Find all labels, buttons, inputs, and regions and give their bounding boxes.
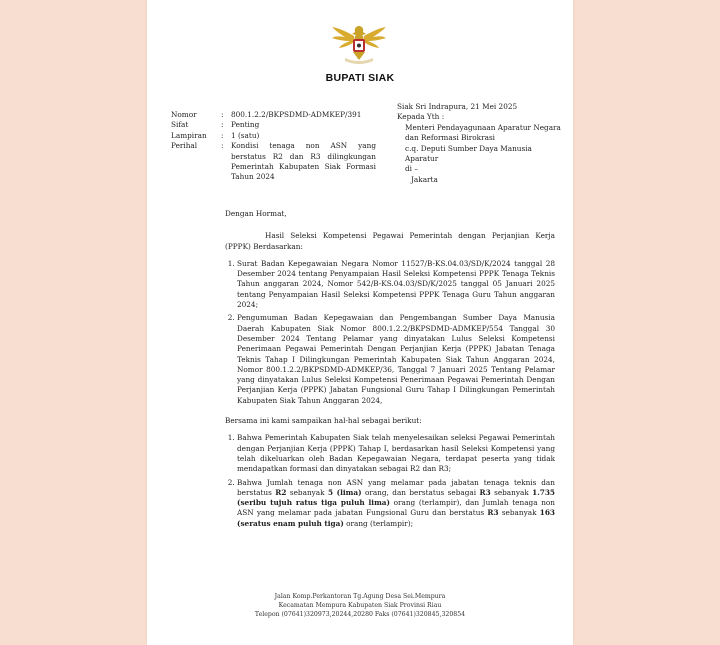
item-text: Bahwa Jumlah tenaga non ASN yang melamar pada jabatan tenaga teknis dan berstatus [237,477,555,497]
item-bold: 1.735 (seribu tujuh ratus tiga puluh lima) [237,487,556,508]
meta-label: Nomor [171,110,197,119]
list-item [237,478,555,529]
item-text: sebanyak [286,487,328,497]
letterhead-title: BUPATI SIAK [325,72,395,84]
meta-label: Lampiran [171,130,207,140]
item-bold: 163 (seratus enam puluh tiga) [237,508,555,528]
basis-list [225,259,555,406]
meta-row-perihal: Perihal : Kondisi tenaga non ASN yang berstatus R2 dan R3 dilingkungan Pemerintah Kabupaten Siak Formasi Tahun 2024 [171,141,376,182]
item-bold: R3 [487,508,499,518]
meta-value: 800.1.2.2/BKPSDMD-ADMKEP/391 [231,110,362,119]
item-text: orang, dan berstatus sebagai [361,487,480,497]
item-bold: R2 [275,487,287,497]
recipient-line1: Menteri Pendayagunaan Aparatur Negara dan Reformasi Birokrasi [405,122,561,143]
meta-row-lampiran: Lampiran : 1 (satu) [171,131,376,141]
kepada-label: Kepada Yth : [397,112,445,122]
together-line: Bersama ini kami sampaikan hal-hal sebagai berikut: [225,416,422,426]
item-bold: R3 [479,487,491,497]
points-list [225,433,555,529]
recipient-line2: c.q. Deputi Sumber Daya Manusia Aparatur [405,143,532,164]
garuda-emblem-icon [330,20,388,66]
intro-paragraph: Hasil Seleksi Kompetensi Pegawai Pemerintah dengan Perjanjian Kerja (PPPK) Berdasarkan: [225,231,555,251]
recipient-block [397,102,567,185]
list-item: 1. Surat Badan Kepegawaian Negara Nomor 11527/B-KS.04.03/SD/K/2024 tanggal 28 Desember 2024 tentang Penyampaian Hasil Seleksi Kompetensi PPPK Tenaga Teknis Tahun anggaran 2024, Nomor 542/B-KS.04.03/SD/K/2025 tanggal 05 Januari 2025 tentang Penyampaian Hasil Seleksi Kompetensi PPPK Tenaga Guru Tahun anggaran 2024; [237,259,555,310]
meta-value: Penting [231,120,260,130]
letter-page [147,0,573,645]
greeting: Dengan Hormat, [225,209,287,218]
list-item: 1. Bahwa Pemerintah Kabupaten Siak telah menyelesaikan seleksi Pegawai Pemerintah dengan Perjanjian Kerja (PPPK) Tahap I, berdasarkan hasil Seleksi Kompetensi yang telah dikeluarkan oleh Badan Kepegawaian Negara, terdapat peserta yang tidak mendapatkan formasi dan dinyatakan sebagai R2 dan R3; [237,433,555,474]
list-item: 2. Pengumuman Badan Kepegawaian dan Pengembangan Sumber Daya Manusia Daerah Kabupaten Siak Nomor 800.1.2.2/BKPSDMD-ADMKEP/554 Tanggal 30 Desember 2024 Tentang Pelamar yang dinyatakan Lulus Seleksi Kompetensi Penerimaan Pegawai Pemerintah Dengan Perjanjian Kerja (PPPK) Jabatan Tenaga Teknis Tahap I Dilingkungan Pemerintah Kabupaten Siak Tahun Anggaran 2024, Nomor 800.1.2.2/BKPSDMD-ADMKEP/36, Tanggal 7 Januari 2025 Tentang Pelamar yang dinyatakan Lulus Seleksi Kompetensi Penerimaan Pegawai Pemerintah Dengan Perjanjian Kerja (PPPK) Jabatan Fungsional Guru Tahap I Dilingkungan Pemerintah Kabupaten Siak Tahun Anggaran 2024, [237,313,555,406]
item-text: sebanyak [498,508,540,518]
recipient-city: Jakarta [411,174,438,184]
meta-row-nomor: Nomor : 800.1.2.2/BKPSDMD-ADMKEP/391 [171,110,376,120]
meta-value: Kondisi tenaga non ASN yang berstatus R2 dan R3 dilingkungan Pemerintah Kabupaten Siak Formasi Tahun 2024 [231,141,376,182]
footer-address: Jalan Komp.Perkantoran Tg.Agung Desa Sei.Mempura [274,593,446,600]
letter-footer [147,593,573,619]
item-text: sebanyak [490,487,533,497]
item-text: orang (terlampir); [343,518,414,528]
item-text: orang (terlampir), dan Jumlah tenaga non ASN yang melamar pada jabatan Fungsional Guru dan berstatus [237,498,555,518]
footer-contact: Telepon (07641)320973,20244,20280 Faks (07641)320845,320854 [254,610,466,618]
recipient-di: di – [405,164,418,174]
meta-label: Perihal [171,141,198,151]
meta-row-sifat: Sifat : Penting [171,120,376,130]
letter-body [225,209,555,532]
footer-region: Kecamatan Mempura Kabupaten Siak Provinsi Riau [278,601,442,609]
letter-meta [171,110,376,183]
meta-value: 1 (satu) [231,130,260,140]
date-place: Siak Sri Indrapura, 21 Mei 2025 [397,102,518,111]
meta-label: Sifat [171,120,189,130]
item-bold: 5 (lima) [327,487,362,497]
